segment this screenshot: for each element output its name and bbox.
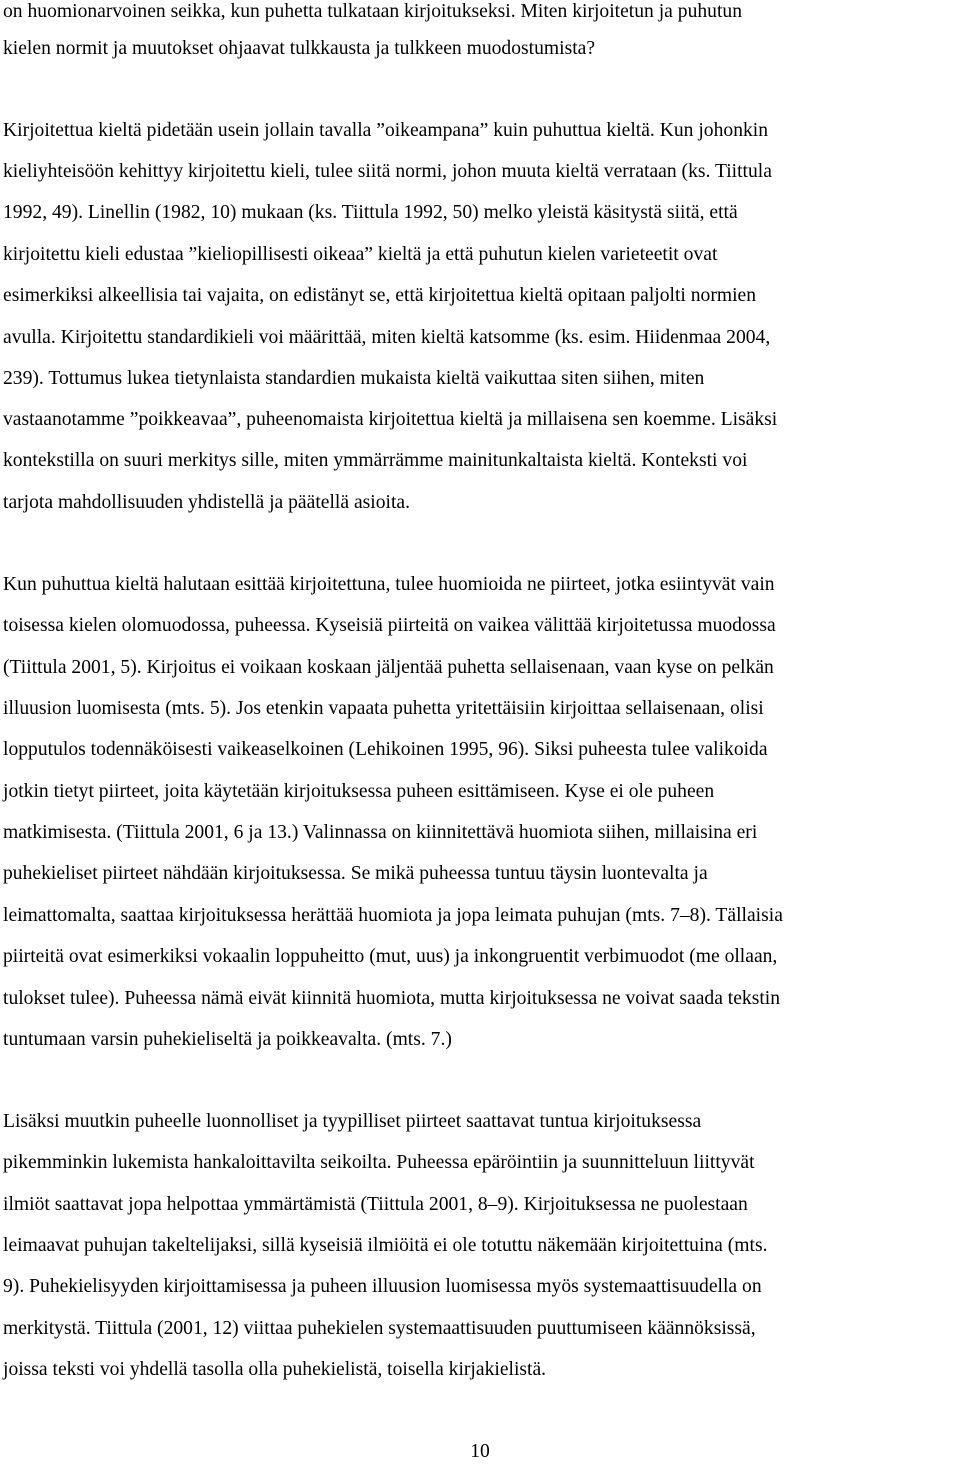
- paragraph-4-line-5: 9). Puhekielisyyden kirjoittamisessa ja puheen illuusion luomisessa myös systemaattisuudella on: [3, 1276, 762, 1297]
- paragraph-3-line-8: puhekieliset piirteet nähdään kirjoituksessa. Se mikä puheessa tuntuu täysin luontevalta ja: [3, 863, 708, 884]
- paragraph-4-line-3: ilmiöt saattavat jopa helpottaa ymmärtämistä (Tiittula 2001, 8–9). Kirjoituksessa ne puolestaan: [3, 1194, 748, 1215]
- paragraph-3-line-2: toisessa kielen olomuodossa, puheessa. Kyseisiä piirteitä on vaikea välittää kirjoitetussa muodossa: [3, 615, 776, 636]
- paragraph-1-line-1: on huomionarvoinen seikka, kun puhetta tulkataan kirjoitukseksi. Miten kirjoitetun ja puhutun: [3, 1, 742, 22]
- paragraph-4-line-7: joissa teksti voi yhdellä tasolla olla puhekielistä, toisella kirjakielistä.: [3, 1359, 547, 1380]
- paragraph-2-line-2: kieliyhteisöön kehittyy kirjoitettu kieli, tulee siitä normi, johon muuta kieltä verrataan (ks. Tiittula: [3, 161, 772, 182]
- paragraph-2-line-6: avulla. Kirjoitettu standardikieli voi määrittää, miten kieltä katsomme (ks. esim. Hiidenmaa 2004,: [3, 327, 771, 348]
- page-number: 10: [470, 1441, 490, 1462]
- paragraph-2-line-1: Kirjoitettua kieltä pidetään usein jollain tavalla ”oikeampana” kuin puhuttua kieltä. Kun johonkin: [3, 120, 769, 141]
- paragraph-2-line-8: vastaanotamme ”poikkeavaa”, puheenomaista kirjoitettua kieltä ja millaisena sen koemme. Lisäksi: [3, 409, 778, 430]
- paragraph-3-line-3: (Tiittula 2001, 5). Kirjoitus ei voikaan koskaan jäljentää puhetta sellaisenaan, vaan kyse on pelkän: [3, 657, 774, 678]
- paragraph-3-line-10: piirteitä ovat esimerkiksi vokaalin loppuheitto (mut, uus) ja inkongruentit verbimuodot (me ollaan,: [3, 946, 778, 967]
- paragraph-3-line-11: tulokset tulee). Puheessa nämä eivät kiinnitä huomiota, mutta kirjoituksessa ne voivat saada tekstin: [3, 988, 781, 1009]
- paragraph-3-line-5: lopputulos todennäköisesti vaikeaselkoinen (Lehikoinen 1995, 96). Siksi puheesta tulee valikoida: [3, 739, 768, 760]
- paragraph-4-line-1: Lisäksi muutkin puheelle luonnolliset ja tyypilliset piirteet saattavat tuntua kirjoituksessa: [3, 1111, 702, 1132]
- paragraph-3-line-12: tuntumaan varsin puhekieliseltä ja poikkeavalta. (mts. 7.): [3, 1029, 452, 1050]
- paragraph-4-line-4: leimaavat puhujan takeltelijaksi, sillä kyseisiä ilmiöitä ei ole totuttu näkemään kirjoitettuina (mts.: [3, 1235, 768, 1256]
- paragraph-2-line-10: tarjota mahdollisuuden yhdistellä ja päätellä asioita.: [3, 492, 410, 513]
- paragraph-2-line-7: 239). Tottumus lukea tietynlaista standardien mukaista kieltä vaikuttaa siten siihen, miten: [3, 368, 705, 389]
- paragraph-3-line-1: Kun puhuttua kieltä halutaan esittää kirjoitettuna, tulee huomioida ne piirteet, jotka esiintyvät vain: [3, 574, 775, 595]
- paragraph-3-line-9: leimattomalta, saattaa kirjoituksessa herättää huomiota ja jopa leimata puhujan (mts. 7–8). Tällaisia: [3, 905, 783, 926]
- paragraph-3-line-4: illuusion luomisesta (mts. 5). Jos etenkin vapaata puhetta yritettäisiin kirjoittaa sellaisenaan, olisi: [3, 698, 764, 719]
- paragraph-2-line-9: kontekstilla on suuri merkitys sille, miten ymmärrämme mainitunkaltaista kieltä. Konteksti voi: [3, 450, 748, 471]
- paragraph-2-line-5: esimerkiksi alkeellisia tai vajaita, on edistänyt se, että kirjoitettua kieltä opitaan paljolti normien: [3, 285, 757, 306]
- paragraph-3-line-6: jotkin tietyt piirteet, joita käytetään kirjoituksessa puheen esittämiseen. Kyse ei ole puheen: [3, 781, 715, 802]
- paragraph-4-line-6: merkitystä. Tiittula (2001, 12) viittaa puhekielen systemaattisuuden puuttumiseen käännöksissä,: [3, 1318, 756, 1339]
- paragraph-1-line-2: kielen normit ja muutokset ohjaavat tulkkausta ja tulkkeen muodostumista?: [3, 38, 596, 59]
- paragraph-2-line-4: kirjoitettu kieli edustaa ”kieliopillisesti oikeaa” kieltä ja että puhutun kielen varieteetit ovat: [3, 244, 718, 265]
- paragraph-2-line-3: 1992, 49). Linellin (1982, 10) mukaan (ks. Tiittula 1992, 50) melko yleistä käsitystä siitä, että: [3, 202, 738, 223]
- paragraph-3-line-7: matkimisesta. (Tiittula 2001, 6 ja 13.) Valinnassa on kiinnitettävä huomiota siihen, millaisina eri: [3, 822, 758, 843]
- paragraph-4-line-2: pikemminkin lukemista hankaloittavilta seikoilta. Puheessa epäröintiin ja suunnitteluun liittyvät: [3, 1152, 755, 1173]
